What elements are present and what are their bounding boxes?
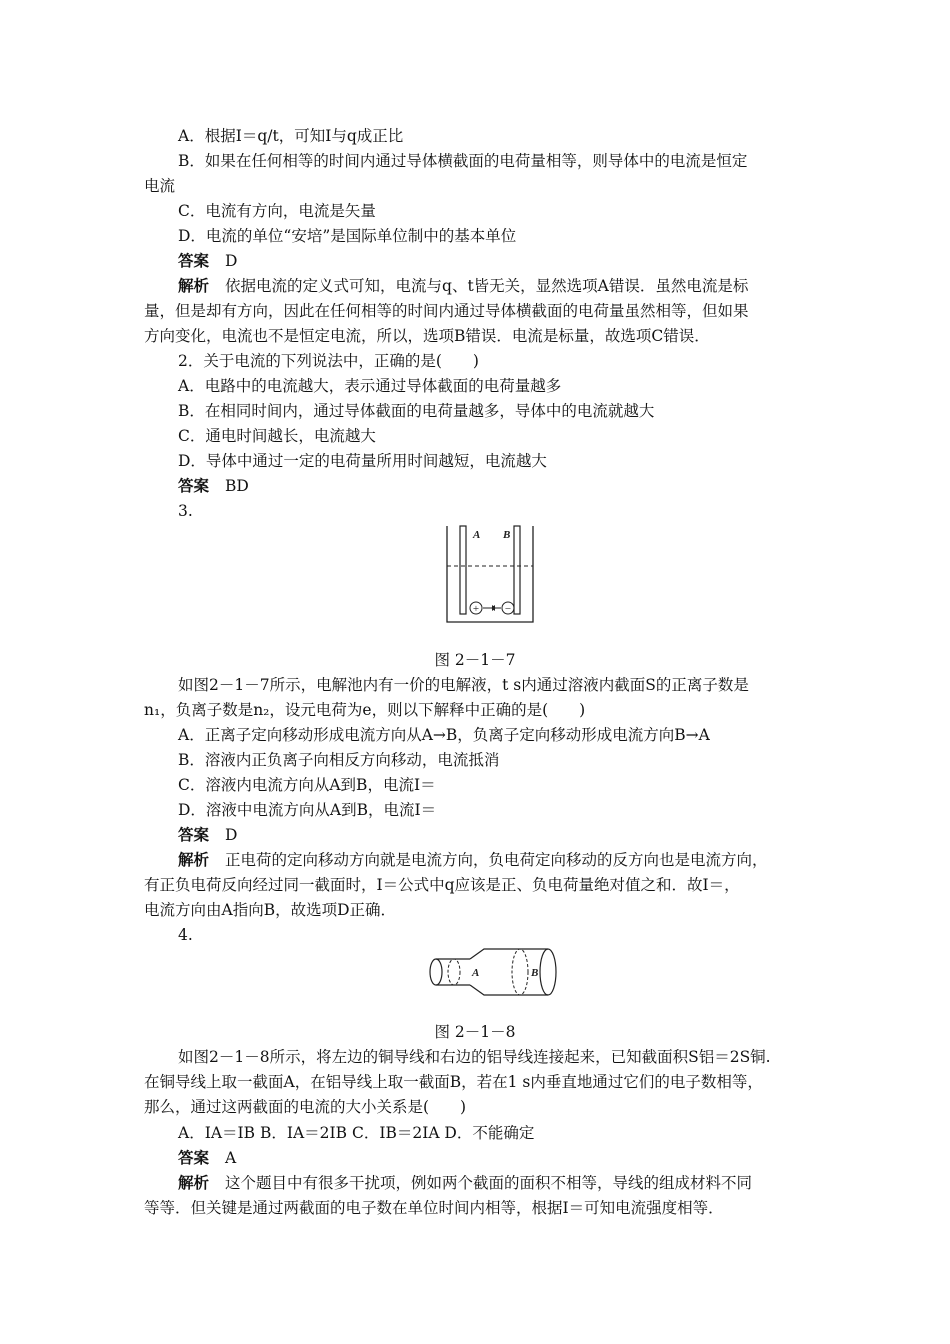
analysis-label: 解析	[178, 276, 210, 295]
q4-stem-cont-2: 那么，通过这两截面的电流的大小关系是( )	[144, 1098, 467, 1116]
positive-ion-sign: +	[472, 603, 480, 615]
answer-value: A	[225, 1149, 237, 1167]
electrode-a-label: A	[473, 529, 481, 541]
q4-stem: 如图2－1－8所示，将左边的铜导线和右边的铝导线连接起来，已知截面积S铝＝2S铜.	[178, 1048, 771, 1066]
answer-label: 答案	[178, 476, 210, 495]
analysis-text: 这个题目中有很多干扰项，例如两个截面的面积不相等，导线的组成材料不同	[225, 1174, 753, 1192]
q3-analysis	[178, 850, 768, 870]
figure-2-1-7-caption: 图 2－1－7	[434, 651, 516, 669]
electrode-b-label: B	[503, 529, 511, 541]
q3-analysis-line-3: 电流方向由A指向B，故选项D正确．	[144, 901, 397, 919]
q2-option-c: C．通电时间越长，电流越大	[178, 427, 376, 445]
q1-analysis-line-2: 量，但是却有方向，因此在任何相等的时间内通过导体横截面的电荷量虽然相等，但如果	[144, 302, 749, 320]
q2-stem: 2．关于电流的下列说法中，正确的是( )	[178, 352, 479, 370]
q4-analysis-line-2: 等等．但关键是通过两截面的电子数在单位时间内相等，根据I＝可知电流强度相等．	[144, 1199, 724, 1217]
q3-analysis-line-2: 有正负电荷反向经过同一截面时，I＝公式中q应该是正、负电荷量绝对值之和．故I＝，	[144, 876, 740, 894]
wire-junction-figure	[424, 946, 558, 998]
q3-option-b: B．溶液内正负离子向相反方向移动，电流抵消	[178, 751, 500, 769]
q1-option-d: D．电流的单位“安培”是国际单位制中的基本单位	[178, 227, 517, 245]
analysis-label: 解析	[178, 850, 210, 869]
analysis-text: 正电荷的定向移动方向就是电流方向，负电荷定向移动的反方向也是电流方向，	[225, 851, 768, 869]
answer-value: D	[225, 826, 238, 844]
q1-option-b-cont: 电流	[144, 177, 176, 195]
analysis-label: 解析	[178, 1173, 210, 1192]
q1-analysis-line-3: 方向变化，电流也不是恒定电流，所以，选项B错误．电流是标量，故选项C错误．	[144, 327, 710, 345]
q4-stem-cont: 在铜导线上取一截面A，在铝导线上取一截面B，若在1 s内垂直地通过它们的电子数相等，	[144, 1073, 763, 1091]
answer-value: BD	[225, 477, 249, 495]
q3-number: 3.	[178, 502, 193, 520]
electrolytic-cell-figure	[440, 522, 540, 626]
answer-label: 答案	[178, 825, 210, 844]
q3-option-a: A．正离子定向移动形成电流方向从A→B，负离子定向移动形成电流方向B→A	[178, 726, 710, 744]
q1-option-b: B．如果在任何相等的时间内通过导体横截面的电荷量相等，则导体中的电流是恒定	[178, 152, 748, 170]
answer-label: 答案	[178, 1148, 210, 1167]
q3-stem-cont: n₁，负离子数是n₂，设元电荷为e，则以下解释中正确的是( )	[144, 701, 586, 719]
q3-stem: 如图2－1－7所示，电解池内有一价的电解液，t s内通过溶液内截面S的正离子数是	[178, 676, 749, 694]
q2-option-b: B．在相同时间内，通过导体截面的电荷量越多，导体中的电流就越大	[178, 402, 655, 420]
q4-answer	[178, 1148, 236, 1168]
negative-ion-sign: −	[504, 603, 512, 615]
section-a-label: A	[472, 967, 480, 979]
q1-option-a: A．根据I＝q/t，可知I与q成正比	[178, 127, 404, 145]
q2-option-a: A．电路中的电流越大，表示通过导体截面的电荷量越多	[178, 377, 562, 395]
answer-label: 答案	[178, 251, 210, 270]
q3-answer	[178, 825, 237, 845]
analysis-text: 依据电流的定义式可知，电流与q、t皆无关，显然选项A错误．虽然电流是标	[225, 277, 749, 295]
q1-option-c: C．电流有方向，电流是矢量	[178, 202, 376, 220]
q1-answer	[178, 251, 237, 271]
q4-number: 4.	[178, 926, 193, 944]
figure-2-1-8-caption: 图 2－1－8	[434, 1023, 516, 1041]
q3-option-c: C．溶液内电流方向从A到B，电流I＝	[178, 776, 436, 794]
q2-answer	[178, 476, 249, 496]
q2-option-d: D．导体中通过一定的电荷量所用时间越短，电流越大	[178, 452, 547, 470]
q4-analysis	[178, 1173, 752, 1193]
q1-analysis	[178, 276, 748, 296]
q3-option-d: D．溶液中电流方向从A到B，电流I＝	[178, 801, 437, 819]
section-b-label: B	[531, 967, 539, 979]
answer-value: D	[225, 252, 238, 270]
q4-options: A．IA＝IB B．IA＝2IB C．IB＝2IA D．不能确定	[178, 1124, 535, 1142]
